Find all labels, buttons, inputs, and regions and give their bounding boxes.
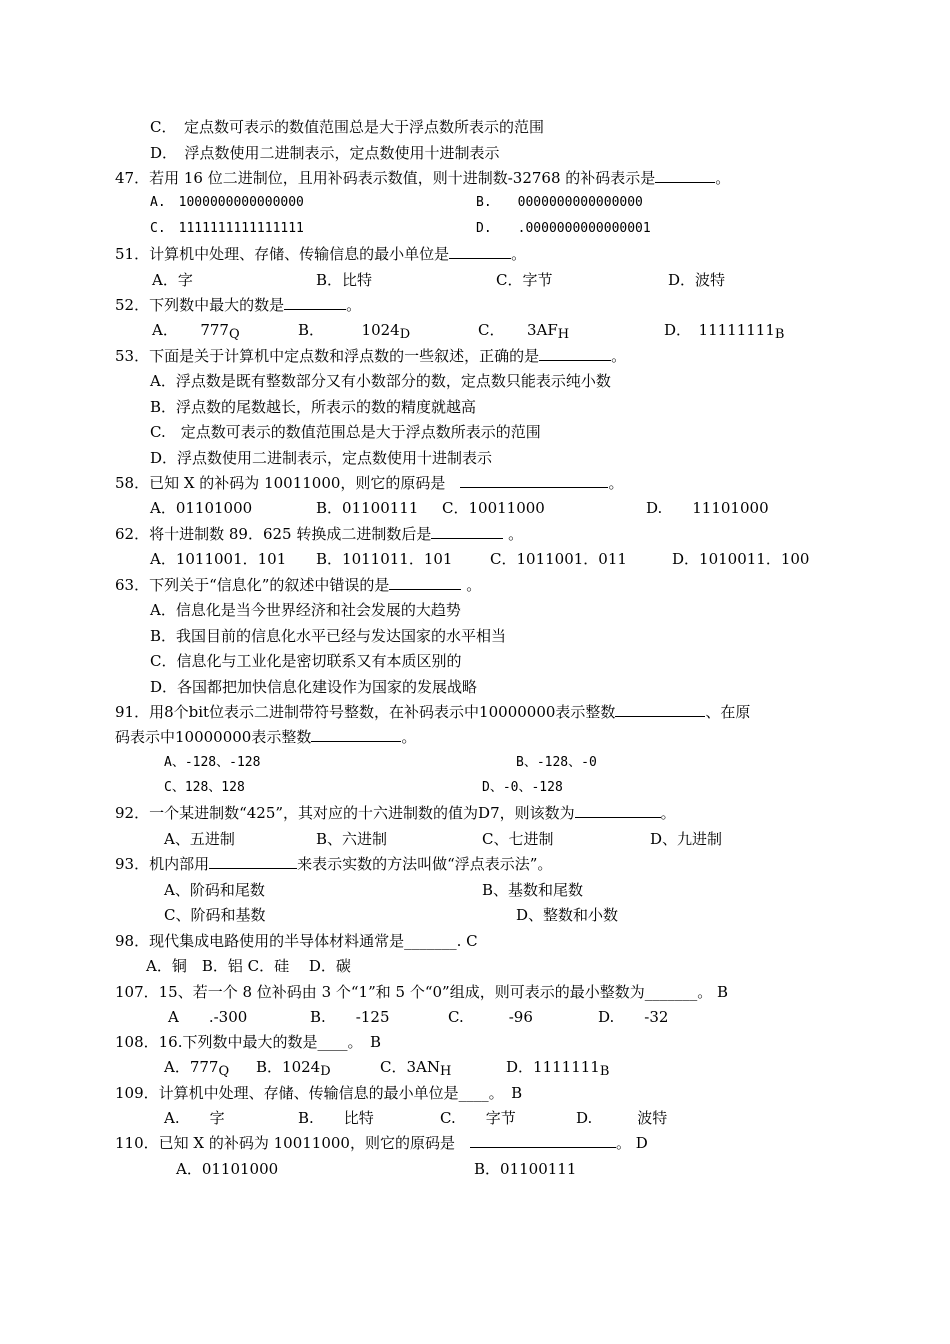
option-a: A．01101000 (150, 499, 253, 517)
option-a: A .-300 (168, 1008, 248, 1026)
option-a: A．信息化是当今世界经济和社会发展的大趋势 (150, 601, 461, 619)
question-93-stem (115, 854, 552, 874)
question-52-stem (115, 295, 361, 315)
option-a: A．浮点数是既有整数部分又有小数部分的数，定点数只能表示纯小数 (150, 372, 611, 390)
question-stem-text: 62．将十进制数 89．625 转换成二进制数后是 (115, 525, 432, 543)
option-d: D、九进制 (650, 830, 723, 848)
question-stem-text: 63．下列关于“信息化”的叙述中错误的是 (115, 576, 390, 594)
question-stem-end: 。 (608, 474, 624, 492)
option-a (152, 320, 240, 340)
option-d: D. .0000000000000001 (476, 221, 651, 236)
question-98-stem: 98．现代集成电路使用的半导体材料通常是_______. C (115, 932, 478, 950)
answer-blank (470, 1133, 616, 1148)
option-d: D. 波特 (576, 1109, 668, 1127)
option-b: B．1011011．101 (316, 550, 453, 568)
option-a (164, 1057, 229, 1077)
option-value: D．1111111 (506, 1058, 600, 1076)
question-108-stem: 108．16.下列数中最大的数是____。 B (115, 1033, 382, 1051)
question-63-stem (115, 575, 481, 595)
option-d: D．1010011．100 (672, 550, 810, 568)
answer-blank (389, 575, 461, 590)
option-value: C．3AN (380, 1058, 440, 1076)
question-58-stem (115, 473, 623, 493)
question-stem-end: 。 (511, 245, 527, 263)
question-stem-text: 52．下列数中最大的数是 (115, 296, 285, 314)
question-stem-end: 。 D (615, 1134, 648, 1152)
question-stem-text: 来表示实数的方法叫做“浮点表示法”。 (297, 855, 553, 873)
option-c: C、128、128 (164, 780, 245, 795)
radix-subscript: D (320, 1064, 331, 1079)
question-53-stem (115, 346, 626, 366)
option-value: B． 1024 (298, 321, 400, 339)
option-b: B．浮点数的尾数越长，所表示的数的精度就越高 (150, 398, 477, 416)
option-c: C. 字节 (440, 1109, 516, 1127)
option-a: A．01101000 (176, 1160, 279, 1178)
question-stem-end: 。 (466, 576, 482, 594)
option-b: B、基数和尾数 (482, 881, 584, 899)
option-d: D．波特 (668, 271, 726, 289)
question-91-stem (115, 702, 750, 722)
radix-subscript: H (557, 327, 570, 342)
question-stem-end: 。 (611, 347, 627, 365)
radix-subscript: B (599, 1064, 610, 1079)
option-a: A. 字 (164, 1109, 225, 1127)
question-stem-text: 92．一个某进制数“425”，其对应的十六进制数的值为D7，则该数为 (115, 804, 575, 822)
question-stem-text: 、在原 (705, 703, 751, 721)
option-d: D、-0、-128 (482, 780, 563, 795)
question-stem-end: 。 (346, 296, 362, 314)
option-a: A、-128、-128 (164, 755, 261, 770)
answer-blank (284, 295, 346, 310)
radix-subscript: D (399, 327, 411, 342)
option-value: D． 11111111 (664, 321, 775, 339)
question-stem-end: 。 (401, 728, 417, 746)
option-c (478, 320, 569, 340)
option-c: C．10011000 (442, 499, 545, 517)
question-stem-text: 93．机内部用 (115, 855, 210, 873)
answer-blank (209, 854, 297, 869)
question-109-stem: 109．计算机中处理、存储、传输信息的最小单位是____。 B (115, 1084, 523, 1102)
option-d: D．各国都把加快信息化建设作为国家的发展战略 (150, 678, 478, 696)
answer-blank (655, 168, 715, 183)
option-value: C． 3AF (478, 321, 558, 339)
question-92-stem (115, 803, 676, 823)
option-d: D. -32 (598, 1008, 669, 1026)
option-b: B. -125 (310, 1008, 390, 1026)
question-47-stem (115, 168, 730, 188)
question-98-options: A．铜 B．铝 C．硅 D．碳 (146, 957, 351, 975)
option-c: C. -96 (448, 1008, 533, 1026)
radix-subscript: Q (228, 327, 240, 342)
option-a: A．1011001．101 (150, 550, 287, 568)
option-d (664, 320, 784, 340)
option-c: C、阶码和基数 (164, 906, 266, 924)
option-b: B．01100111 (474, 1160, 577, 1178)
question-stem-text: 47．若用 16 位二进制位，且用补码表示数值，则十进制数-32768 的补码表示是 (115, 169, 656, 187)
answer-blank (615, 702, 705, 717)
option-a: A、五进制 (164, 830, 235, 848)
question-stem-text: 58．已知 X 的补码为 10011000，则它的原码是 (115, 474, 446, 492)
option-c: C、七进制 (482, 830, 554, 848)
option-b: B．我国目前的信息化水平已经与发达国家的水平相当 (150, 627, 507, 645)
answer-blank (460, 473, 608, 488)
question-stem-text: 91．用8个bit位表示二进制带符号整数，在补码表示中10000000表示整数 (115, 703, 616, 721)
radix-subscript: H (439, 1064, 452, 1079)
option-a: A. 1000000000000000 (150, 195, 304, 210)
option-b: B、-128、-0 (516, 755, 597, 770)
answer-blank (449, 244, 511, 259)
radix-subscript: Q (218, 1064, 230, 1079)
option-b (256, 1057, 331, 1077)
option-b (298, 320, 410, 340)
option-b: B．01100111 (316, 499, 419, 517)
question-stem-end: 。 (508, 525, 524, 543)
question-stem-end: 。 (660, 804, 676, 822)
answer-blank (431, 524, 503, 539)
option-a: A．字 (152, 271, 193, 289)
question-stem-text: 码表示中10000000表示整数 (115, 728, 312, 746)
option-d: D、整数和小数 (516, 906, 619, 924)
question-107-stem: 107．15、若一个 8 位补码由 3 个“1”和 5 个“0”组成，则可表示的最小整数为_______。 B (115, 983, 729, 1001)
option-b: B．比特 (316, 271, 373, 289)
option-c: C. 定点数可表示的数值范围总是大于浮点数所表示的范围 (150, 423, 541, 441)
question-91-stem-continued (115, 727, 416, 747)
answer-blank (311, 727, 401, 742)
option-d: D．浮点数使用二进制表示，定点数使用十进制表示 (150, 449, 493, 467)
option-b: B. 0000000000000000 (476, 195, 643, 210)
question-62-stem (115, 524, 523, 544)
question-stem-text: 51．计算机中处理、存储、传输信息的最小单位是 (115, 245, 450, 263)
option-b: B. 比特 (298, 1109, 374, 1127)
option-c: C．字节 (496, 271, 553, 289)
answer-blank (539, 346, 611, 361)
question-stem-text: 53．下面是关于计算机中定点数和浮点数的一些叙述，正确的是 (115, 347, 540, 365)
question-51-stem (115, 244, 526, 264)
answer-blank (575, 803, 661, 818)
option-c: C． 定点数可表示的数值范围总是大于浮点数所表示的范围 (150, 118, 544, 136)
question-110-stem (115, 1133, 648, 1153)
option-value: A． 777 (152, 321, 229, 339)
option-d (506, 1057, 609, 1077)
option-d: D． 浮点数使用二进制表示，定点数使用十进制表示 (150, 144, 500, 162)
radix-subscript: B (774, 327, 785, 342)
option-c (380, 1057, 451, 1077)
option-c: C．信息化与工业化是密切联系又有本质区别的 (150, 652, 462, 670)
option-b: B、六进制 (316, 830, 388, 848)
option-c: C．1011001．011 (490, 550, 627, 568)
option-value: B．1024 (256, 1058, 321, 1076)
option-a: A、阶码和尾数 (164, 881, 265, 899)
option-c: C. 1111111111111111 (150, 221, 304, 236)
question-stem-end: 。 (715, 169, 731, 187)
option-d: D. 11101000 (646, 499, 769, 517)
question-stem-text: 110．已知 X 的补码为 10011000，则它的原码是 (115, 1134, 455, 1152)
option-value: A．777 (164, 1058, 219, 1076)
